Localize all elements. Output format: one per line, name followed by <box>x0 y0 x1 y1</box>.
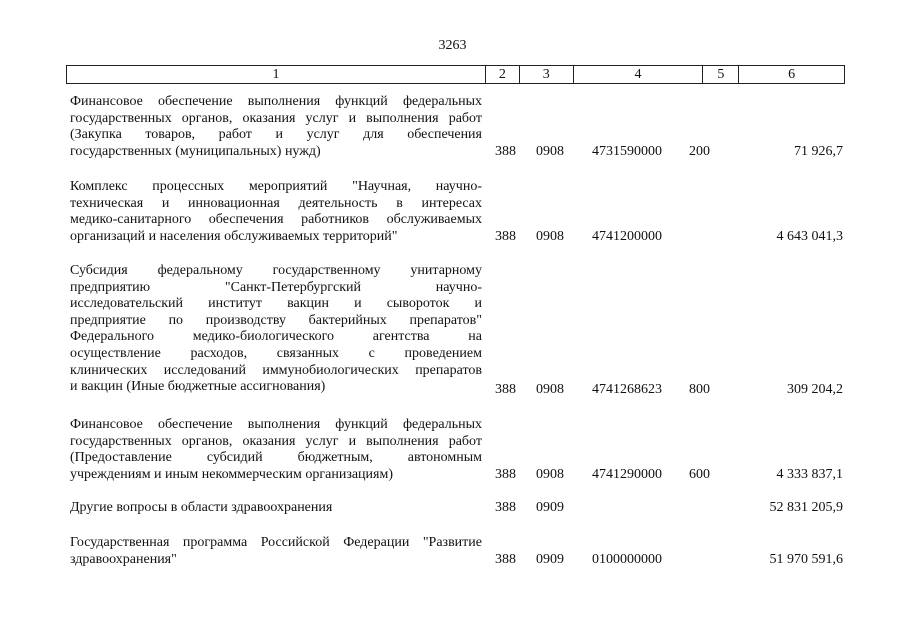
description-line: медико-санитарного обеспечения работников обслуживаемых <box>70 212 482 228</box>
csr-code: 4741268623 <box>592 382 662 397</box>
description-line: Финансовое обеспечение выполнения функций федеральных <box>70 94 482 109</box>
row-description <box>70 263 482 396</box>
gr-code: 388 <box>495 467 516 482</box>
rz-code: 0909 <box>536 552 564 567</box>
header-col-6: 6 <box>788 67 796 82</box>
amount: 4 643 041,3 <box>776 229 843 244</box>
row-description <box>70 179 482 245</box>
description-line: Другие вопросы в области здравоохранения <box>70 500 333 515</box>
gr-code: 388 <box>495 382 516 397</box>
page-number: 3263 <box>438 38 467 53</box>
vr-code: 200 <box>689 144 710 159</box>
description-line: здравоохранения" <box>70 551 177 567</box>
amount: 71 926,7 <box>794 144 843 159</box>
description-line: исследовательский институт вакцин и сывороток и <box>70 296 482 312</box>
rz-code: 0908 <box>536 144 564 159</box>
description-line: (Предоставление субсидий бюджетным, автономным <box>70 450 482 466</box>
row-description <box>70 535 482 568</box>
table-header <box>66 65 845 84</box>
description-line: государственных органов, оказания услуг и выполнения работ <box>70 110 482 126</box>
amount: 52 831 205,9 <box>769 500 843 515</box>
gr-code: 388 <box>495 229 516 244</box>
header-col-2: 2 <box>486 66 520 83</box>
gr-code: 388 <box>495 552 516 567</box>
rz-code: 0908 <box>536 382 564 397</box>
amount: 309 204,2 <box>787 382 843 397</box>
csr-code: 4741200000 <box>592 229 662 244</box>
description-line: (Закупка товаров, работ и услуг для обеспечения <box>70 127 482 143</box>
csr-code: 4741290000 <box>592 467 662 482</box>
description-line: организаций и населения обслуживаемых территорий" <box>70 228 398 244</box>
row-description <box>70 417 482 483</box>
header-col-5: 5 <box>703 66 739 83</box>
vr-code: 600 <box>689 467 710 482</box>
amount: 51 970 591,6 <box>769 552 843 567</box>
csr-code: 0100000000 <box>592 552 662 567</box>
description-line: учреждениям и иным некоммерческим организациям) <box>70 466 394 482</box>
description-line: предприятие по производству бактерийных препаратов" <box>70 312 482 328</box>
description-line: Федерального медико-биологического агентства на <box>70 329 482 345</box>
gr-code: 388 <box>495 144 516 159</box>
description-line: Финансовое обеспечение выполнения функций федеральных <box>70 417 482 432</box>
amount: 4 333 837,1 <box>776 467 843 482</box>
description-line: Комплекс процессных мероприятий "Научная, научно- <box>70 179 482 194</box>
description-line: Государственная программа Российской Федерации "Развитие <box>70 535 482 550</box>
row-description <box>70 94 482 160</box>
description-line: техническая и инновационная деятельность в интересах <box>70 195 482 211</box>
header-col-3: 3 <box>520 66 574 83</box>
row-description <box>70 500 482 517</box>
description-line: и вакцин (Иные бюджетные ассигнования) <box>70 379 326 395</box>
description-line: государственных (муниципальных) нужд) <box>70 143 321 159</box>
rz-code: 0908 <box>536 467 564 482</box>
description-line: предприятию "Санкт-Петербургский научно- <box>70 279 482 295</box>
vr-code: 800 <box>689 382 710 397</box>
gr-code: 388 <box>495 500 516 515</box>
description-line: государственных органов, оказания услуг и выполнения работ <box>70 433 482 449</box>
header-col-4: 4 <box>574 66 704 83</box>
description-line: Субсидия федеральному государственному унитарному <box>70 263 482 278</box>
csr-code: 4731590000 <box>592 144 662 159</box>
description-line: клинических исследований иммунобиологических препаратов <box>70 362 482 378</box>
description-line: осуществление расходов, связанных с проведением <box>70 345 482 361</box>
rz-code: 0908 <box>536 229 564 244</box>
rz-code: 0909 <box>536 500 564 515</box>
header-col-1: 1 <box>67 66 486 83</box>
